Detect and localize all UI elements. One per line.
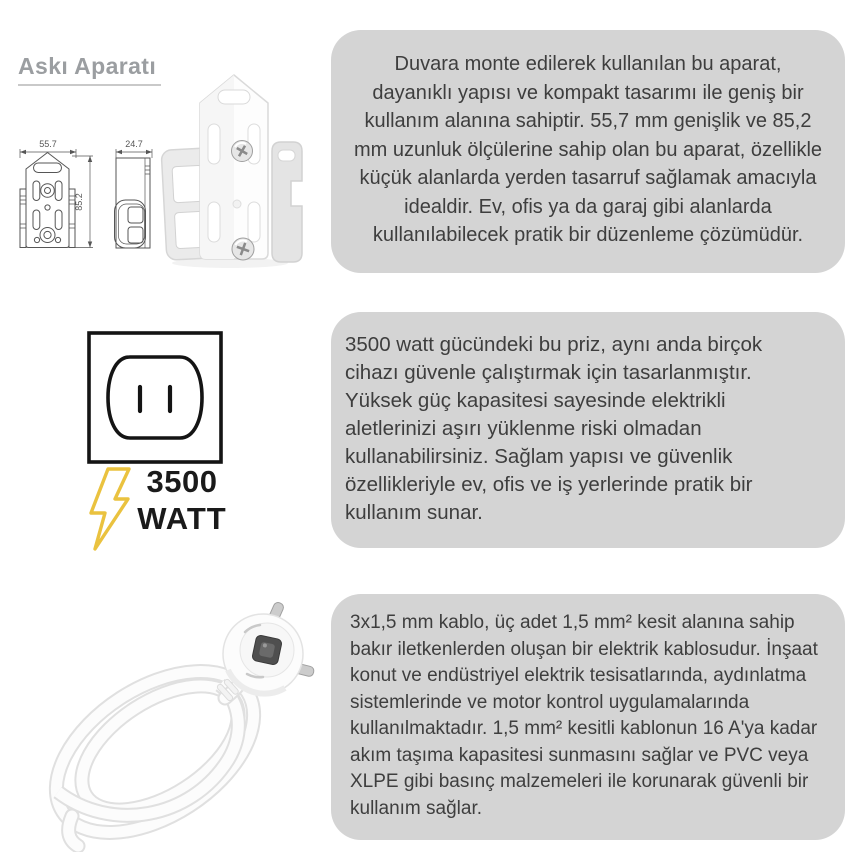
power-outlet-icon	[84, 328, 226, 467]
dim-width-label: 55.7	[39, 139, 57, 149]
cable-plug	[223, 601, 315, 694]
power-description-panel	[331, 312, 845, 548]
power-cable-photo	[20, 580, 320, 852]
front-view-body	[20, 153, 75, 248]
wattage-label	[132, 464, 232, 537]
hanger-front-view-drawing	[10, 136, 112, 282]
dim-width	[20, 139, 76, 158]
bracket-back-plate	[200, 75, 268, 259]
hanger-bracket-photo	[158, 56, 310, 271]
hanger-section-title: Askı Aparatı	[18, 53, 157, 79]
power-description-text: 3500 watt gücündeki bu priz, aynı anda birçok cihazı güvenle çalıştırmak için tasarlanmıştır. Yüksek güç kapasitesi sayesinde elektrikli aletlerinizi aşırı yüklenme riski olmadan kullanabilirsiniz. Sağlam yapısı ve güvenlik özellikleriyle ev, ofis ve iş yerlerinde pratik bir kullanım sunar.	[345, 333, 763, 524]
hanger-description-panel	[331, 30, 845, 273]
wattage-value: 3500	[146, 464, 218, 499]
bracket-screw-bottom	[232, 238, 254, 260]
side-view-body	[115, 158, 151, 248]
bracket-screw-top	[232, 141, 253, 162]
lightning-bolt-icon	[82, 464, 136, 558]
dim-height-label: 85.2	[74, 193, 84, 211]
cable-description-panel	[331, 594, 845, 840]
title-underline	[18, 84, 161, 86]
bracket-right-arm	[272, 142, 302, 262]
wattage-unit: WATT	[137, 501, 227, 536]
dim-depth	[116, 139, 152, 158]
cable-description-text: 3x1,5 mm kablo, üç adet 1,5 mm² kesit alanına sahip bakır iletkenlerden oluşan bir elektrik kablosudur. İnşaat konut ve endüstriyel elektrik tesisatlarında, aydınlatma sistemlerinde ve motor kontrol uygulamalarında kullanılmaktadır. 1,5 mm² kesitli kablonun 16 A'ya kadar akım taşıma kapasitesi sunmasını sağlar ve PVC veya XLPE gibi basınç malzemeleri ile korunarak güvenli bir kullanım sağlar.	[350, 612, 818, 819]
dim-depth-label: 24.7	[125, 139, 143, 149]
hanger-description-text: Duvara monte edilerek kullanılan bu aparat, dayanıklı yapısı ve kompakt tasarımı ile geniş bir kullanım alanına sahiptir. 55,7 mm genişlik ve 85,2 mm uzunluk ölçülerine sahip olan bu aparat, özellikle küçük alanlarda yerden tasarruf sağlamak amacıyla idealdir. Ev, ofis ya da garaj gibi alanlarda kullanılabilecek pratik bir düzenleme çözümüdür.	[353, 53, 823, 246]
